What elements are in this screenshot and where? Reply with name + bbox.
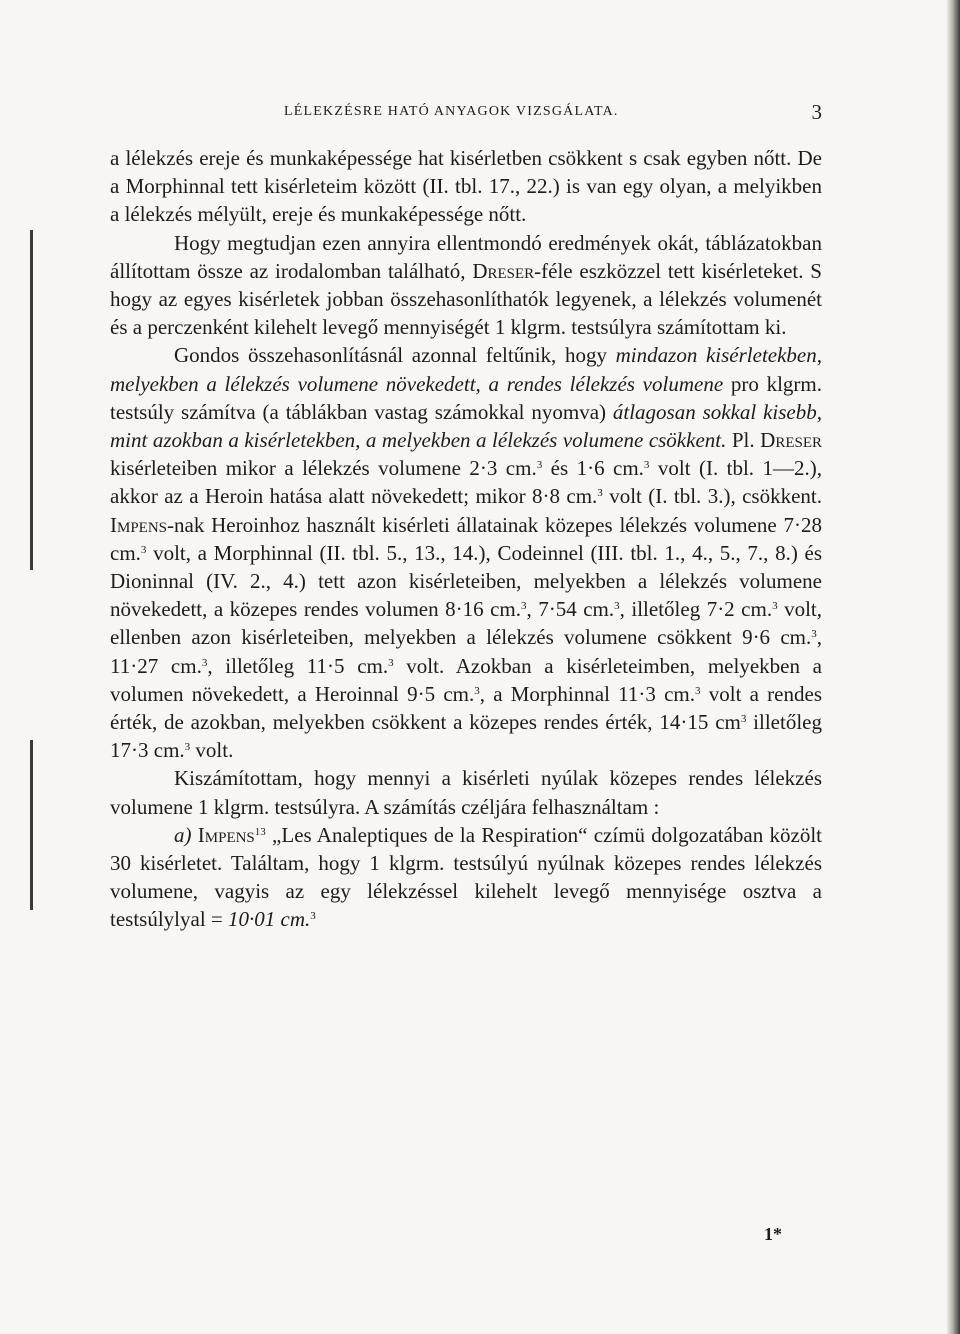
- superscript: 3: [310, 910, 316, 923]
- paragraph-text: , 7·54 cm.: [526, 597, 615, 622]
- signature-mark: 1*: [764, 1224, 782, 1244]
- paragraph-text: -féle eszközzel tett kisérleteket. S hogy az egyes kisérletek jobban összehasonlíthatók legyenek, a lélekzés volumenét és a perczenként kilehelt levegő mennyiségét 1 klgrm. testsúlyra számítottam ki.: [110, 258, 822, 340]
- author-name: Dreser: [760, 428, 822, 453]
- superscript: 3: [184, 741, 191, 754]
- running-head: [110, 100, 822, 134]
- list-label: a): [174, 822, 192, 847]
- result-value: 10·01 cm.: [228, 907, 311, 932]
- superscript: 3: [388, 656, 394, 669]
- paragraph-text: „Les Analeptiques de la Respiration“ czímü dolgozatában közölt 30 kisérletet. Találtam, hogy 1 klgrm. testsúlyú nyúlnak közepes rendes lélekzés volumene, vagyis az egy lélekzéssel kilehelt levegő mennyisége osztva a testsúlylyal =: [110, 822, 823, 932]
- paragraph-text: , 11·27 cm.: [110, 625, 822, 678]
- paragraph-text: Pl.: [726, 428, 761, 453]
- paragraph-text: , a Morphinnal 11·3 cm.: [479, 681, 695, 706]
- paragraph-text: és 1·6 cm.: [542, 456, 644, 481]
- paragraph-text: volt, a Morphinnal (II. tbl. 5., 13., 14.), Codeinnel (III. tbl. 1., 4., 5., 7., 8.) és Dioninnal (IV. 2., 4.) tett azon kisérleteiben, melyekben a lélekzés volumene növekedett, a közepes rendes volumen 8·16 cm.: [110, 540, 822, 622]
- superscript: 3: [811, 628, 817, 641]
- superscript: 3: [521, 600, 527, 613]
- superscript: 3: [740, 713, 747, 726]
- page-number: 3: [811, 100, 822, 124]
- superscript: 3: [695, 684, 701, 697]
- paragraph-text: kisérleteiben mikor a lélekzés volumene 2·3 cm.: [110, 456, 537, 481]
- margin-rule: [30, 230, 33, 570]
- emphasis-text: átlagosan sokkal kisebb, mint azokban a kisérletekben, a melyekben a lélekzés volumene csökkent.: [110, 399, 823, 453]
- superscript: 3: [614, 600, 620, 613]
- paragraph-2: [110, 229, 822, 342]
- page-binding-edge: [946, 0, 960, 1334]
- paragraph-text: -nak Heroinhoz használt kisérleti állatainak közepes lélekzés volumene 7·28 cm.: [110, 512, 822, 565]
- paragraph-text: Hogy megtudjan ezen annyira ellentmondó eredmények okát, táblázatokban állítottam össze az irodalomban található,: [110, 230, 822, 283]
- paragraph-text: volt (I. tbl. 1—2.), akkor az a Heroin hatása alatt növekedett; mikor 8·8 cm.: [110, 456, 822, 509]
- author-name: Impens: [197, 822, 255, 847]
- author-name: Dreser: [472, 258, 535, 283]
- paragraph-text: volt a rendes érték, de azokban, melyekben csökkent a közepes rendes érték, 14·15 cm: [110, 681, 822, 735]
- superscript: 3: [140, 543, 147, 556]
- superscript: 3: [536, 459, 543, 472]
- body-text: [110, 144, 822, 934]
- paragraph-text: , illetőleg 11·5 cm.: [207, 653, 389, 678]
- superscript: 3: [597, 487, 603, 500]
- paragraph-text: Kiszámítottam, hogy mennyi a kisérleti nyúlak közepes rendes lélekzés volumene 1 klgrm. testsúlyra. A számítás czéljára felhasználtam :: [110, 766, 822, 819]
- superscript: 3: [474, 684, 480, 697]
- paragraph-text: volt.: [190, 738, 234, 763]
- paragraph-text: pro klgrm. testsúly számítva (a táblákban vastag számokkal nyomva): [110, 371, 822, 424]
- superscript: 3: [201, 656, 208, 669]
- paragraph-text: a lélekzés ereje és munkaképessége hat kisérletben csökkent s csak egyben nőtt. De a Morphinnal tett kisérleteim között (II. tbl. 17., 22.) is van egy olyan, a melyikben a lélekzés mélyült, ereje és munkaképessége nőtt.: [110, 146, 822, 227]
- paragraph-text: Gondos összehasonlításnál azonnal feltűnik, hogy: [174, 343, 616, 368]
- paragraph-text: illetőleg 17·3 cm.: [110, 710, 822, 763]
- paragraph-text: volt. Azokban a kisérleteimben, melyekben a volumen növekedett, a Heroinnal 9·5 cm.: [110, 653, 823, 706]
- paragraph-4: [110, 764, 822, 820]
- paragraph-text: volt, ellenben azon kisérleteiben, melyekben a lélekzés volumene csökkent 9·6 cm.: [110, 597, 823, 650]
- paragraph-1: [110, 144, 822, 229]
- running-title: LÉLEKZÉSRE HATÓ ANYAGOK VIZSGÁLATA.: [284, 104, 619, 119]
- superscript: 3: [772, 600, 778, 613]
- margin-rule: [30, 740, 33, 910]
- paragraph-text: , illetőleg 7·2 cm.: [619, 597, 773, 622]
- superscript: 3: [643, 459, 650, 472]
- paragraph-3: [110, 341, 822, 764]
- paragraph-text: volt (I. tbl. 3.), csökkent.: [602, 484, 822, 509]
- reference-number: 13: [254, 825, 266, 838]
- paragraph-5: [110, 821, 822, 934]
- author-name: Impens: [110, 512, 168, 537]
- emphasis-text: mindazon kisérletekben, melyekben a lélekzés volumene növekedett, a rendes lélekzés volumene: [110, 343, 822, 396]
